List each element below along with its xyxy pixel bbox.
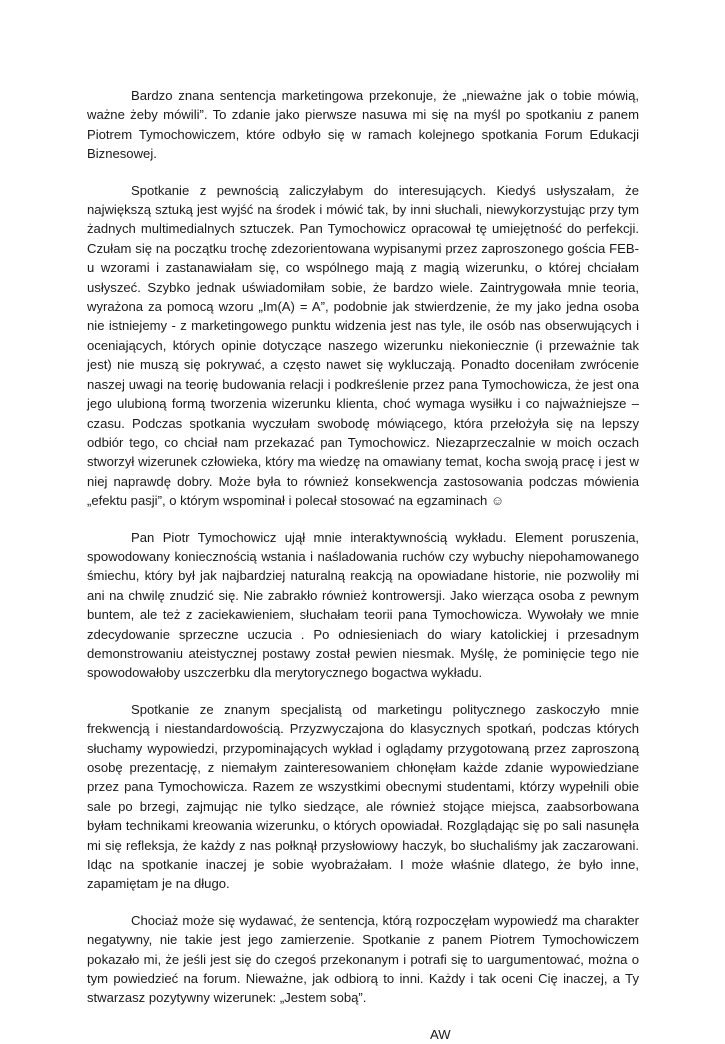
paragraph-interactivity: Pan Piotr Tymochowicz ujął mnie interaktywnością wykładu. Element poruszenia, spowodowany koniecznością wstania i naśladowania ruchów czy wybuchy niepohamowanego śmiechu, który był jak najbardziej naturalną reakcją na opowiadane historie, nie pozwoliły mi ani na chwilę znudzić się. Nie zabrakło również kontrowersji. Jako wierząca osoba z pewnym buntem, ale też z zaciekawieniem, słuchałam teorii pana Tymochowicza. Wywołały we mnie zdecydowanie sprzeczne uczucia . Po odniesieniach do wiary katolickiej i przesadnym demonstrowaniu ateistycznej postawy został pewien niesmak. Myślę, że pominięcie tego nie spowodowałoby uszczerbku dla merytorycznego bogactwa wykładu. <box>87 529 639 681</box>
paragraph-intro: Bardzo znana sentencja marketingowa przekonuje, że „nieważne jak o tobie mówią, ważne żeby mówili”. To zdanie jako pierwsze nasuwa mi się na myśl po spotkaniu z panem Piotrem Tymochowiczem, które odbyło się w ramach kolejnego spotkania Forum Edukacji Biznesowej. <box>87 88 639 162</box>
paragraph-meeting-impressions: Spotkanie z pewnością zaliczyłabym do interesujących. Kiedyś usłyszałam, że największą sztuką jest wyjść na środek i mówić tak, by inni słuchali, niewykorzystując przy tym żadnych multimedialnych sztuczek. Pan Tymochowicz opracował tę umiejętność do perfekcji. Czułam się na początku trochę zdezorientowana wypisanymi przez zaproszonego gościa FEB-u wzorami i zastanawiałam się, co wspólnego mają z magią wizerunku, o której chciałam usłyszeć. Szybko jednak uświadomiłam sobie, że bardzo wiele. Zaintrygowała mnie teoria, wyrażona za pomocą wzoru „Im(A) = A”, podobnie jak stwierdzenie, że my jako jedna osoba nie istniejemy - z marketingowego punktu widzenia jest nas tyle, ile osób nas obserwujących i oceniających, których opinie dotyczące naszego wizerunku niekoniecznie (i przeważnie tak jest) nie muszą się pokrywać, a często nawet się wykluczają. Ponadto doceniłam zwrócenie naszej uwagi na teorię budowania relacji i podkreślenie przez pana Tymochowicza, że jest ona jego ulubioną formą tworzenia wizerunku klienta, choć wymaga wysiłku i co najważniejsze – czasu. Podczas spotkania wyczułam swobodę mówiącego, która przełożyła się na lepszy odbiór tego, co chciał nam przekazać pan Tymochowicz. Niezaprzeczalnie w moich oczach stworzył wizerunek człowieka, który ma wiedzę na omawiany temat, kocha swoją pracę i jest w niej naprawdę dobry. Może była to również konsekwencja zastosowania podczas mówienia „efektu pasji”, o którym wspominał i polecał stosować na egzaminach ☺ <box>87 182 639 509</box>
paragraph-conclusion: Chociaż może się wydawać, że sentencja, którą rozpoczęłam wypowiedź ma charakter negatywny, nie takie jest jego zamierzenie. Spotkanie z panem Piotrem Tymochowiczem pokazało mi, że jeśli jest się do czegoś przekonanym i potrafi się to uargumentować, można o tym powiedzieć na forum. Nieważne, jak odbiorą to inni. Każdy i tak oceni Cię inaczej, a Ty stwarzasz pozytywny wizerunek: „Jestem sobą”. <box>87 912 639 1006</box>
paragraph-attendance: Spotkanie ze znanym specjalistą od marketingu politycznego zaskoczyło mnie frekwencją i niestandardowością. Przyzwyczajona do klasycznych spotkań, podczas których słuchamy wypowiedzi, przypominających wykład i oglądamy przygotowaną przez zaproszoną osobę prezentację, z niemałym zainteresowaniem chłonęłam każde zdanie wypowiedziane przez pana Tymochowicza. Razem ze wszystkimi obecnymi studentami, którzy wypełnili obie sale po brzegi, zajmując nie tylko siedzące, ale również stojące miejsca, zaabsorbowana byłam technikami kreowania wizerunku, o których opowiadał. Rozglądając się po sali nasunęła mi się refleksja, że każdy z nas połknął przysłowiowy haczyk, bo słuchaliśmy jak zaczarowani. Idąc na spotkanie inaczej je sobie wyobrażałam. I może właśnie dlatego, że było inne, zapamiętam je na długo. <box>87 701 639 892</box>
author-signature: AW <box>430 1026 451 1042</box>
document-body <box>87 86 639 1044</box>
